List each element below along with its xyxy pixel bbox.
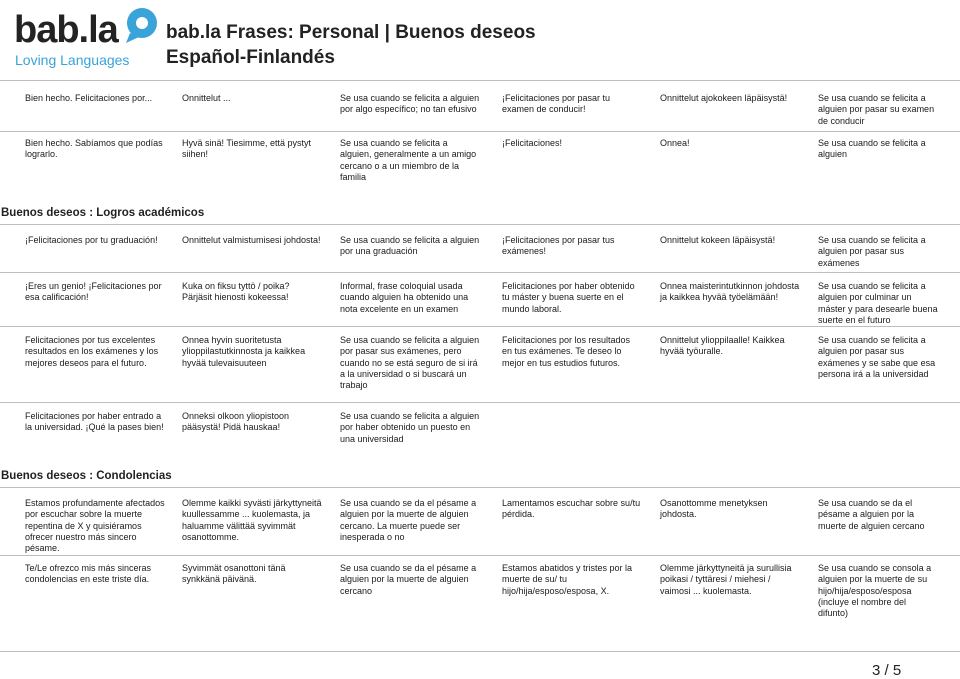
- phrase-translation: Onnea hyvin suoritetusta ylioppilastutkinnosta ja kaikkea hyvää tulevaisuuteen: [182, 335, 306, 368]
- phrase-usage: Se usa cuando se felicita a alguien por pasar su examen de conducir: [818, 93, 935, 126]
- phrase-translation: Onnea maisterintutkinnon johdosta ja kaikkea hyvää työelämään!: [660, 281, 800, 303]
- row-divider: [0, 131, 960, 132]
- babla-logo[interactable]: [14, 6, 154, 68]
- phrase-translation: Osanottomme menetyksen johdosta.: [660, 498, 768, 520]
- phrase-usage: Se usa cuando se consola a alguien por la muerte de su hijo/hija/esposo/esposa (incluye el nombre del difunto): [818, 563, 932, 619]
- phrase-translation: Onnittelut ylioppilaalle! Kaikkea hyvää työuralle.: [660, 335, 785, 357]
- phrase-source: Felicitaciones por tus excelentes resultados en los exámenes y los mejores deseos para el futuro.: [25, 335, 159, 368]
- row-divider: [0, 402, 960, 403]
- title-line-1: bab.la Frases: Personal | Buenos deseos: [166, 22, 536, 43]
- phrase-translation: Syvimmät osanottoni tänä synkkänä päivänä.: [182, 563, 286, 585]
- phrase-usage: Informal, frase coloquial usada cuando alguien ha obtenido una nota excelente en un examen: [340, 281, 469, 314]
- phrase-source: Felicitaciones por haber entrado a la universidad. ¡Qué la pases bien!: [25, 411, 164, 433]
- phrase-source: ¡Felicitaciones por pasar tu examen de conducir!: [502, 93, 611, 115]
- phrase-usage: Se usa cuando se felicita a alguien por haber obtenido un puesto en una universidad: [340, 411, 480, 444]
- phrase-translation: Kuka on fiksu tyttö / poika? Pärjäsit hienosti kokeessa!: [182, 281, 290, 303]
- phrase-source: Felicitaciones por haber obtenido tu máster y buena suerte en el mundo laboral.: [502, 281, 635, 314]
- phrase-usage: Se usa cuando se felicita a alguien, generalmente a un amigo cercano o a un miembro de la familia: [340, 138, 477, 182]
- section-title-condolences: Buenos deseos : Condolencias: [1, 470, 172, 482]
- phrase-usage: Se usa cuando se felicita a alguien por pasar sus exámenes, pero cuando no se está seguro de si irá a la universidad o si buscará un trabajo: [340, 335, 480, 391]
- phrase-translation: Onnittelut ajokokeen läpäisystä!: [660, 93, 788, 103]
- phrase-usage: Se usa cuando se felicita a alguien por una graduación: [340, 235, 480, 257]
- speech-bubble-icon: [122, 6, 162, 44]
- footer-divider: [0, 651, 960, 652]
- phrase-translation: Onnittelut valmistumisesi johdosta!: [182, 235, 321, 245]
- phrase-usage: Se usa cuando se felicita a alguien: [818, 138, 926, 160]
- phrase-usage: Se usa cuando se da el pésame a alguien por la muerte de alguien cercano: [340, 563, 477, 596]
- phrase-source: Bien hecho. Felicitaciones por...: [25, 93, 153, 103]
- phrase-translation: Onnea!: [660, 138, 690, 148]
- page-number: 3 / 5: [872, 662, 902, 679]
- row-divider: [0, 555, 960, 556]
- phrase-translation: Hyvä sinä! Tiesimme, että pystyt siihen!: [182, 138, 312, 160]
- section-title-academic: Buenos deseos : Logros académicos: [1, 207, 205, 219]
- phrase-usage: Se usa cuando se da el pésame a alguien por la muerte de alguien cercano: [818, 498, 925, 531]
- row-divider: [0, 272, 960, 273]
- phrase-source: Estamos abatidos y tristes por la muerte de su/ tu hijo/hija/esposo/esposa, X.: [502, 563, 633, 596]
- logo-tagline: Loving Languages: [15, 52, 130, 68]
- phrase-translation: Onnittelut kokeen läpäisystä!: [660, 235, 776, 245]
- row-divider: [0, 487, 960, 488]
- phrase-usage: Se usa cuando se felicita a alguien por pasar sus exámenes: [818, 235, 926, 268]
- phrase-usage: Se usa cuando se felicita a alguien por pasar sus exámenes y se sabe que esa persona irá a la universidad: [818, 335, 936, 379]
- phrase-source: ¡Felicitaciones!: [502, 138, 563, 148]
- row-divider: [0, 326, 960, 327]
- phrase-usage: Se usa cuando se felicita a alguien por culminar un máster y para desearle buena suerte en el futuro: [818, 281, 938, 325]
- phrase-source: ¡Eres un genio! ¡Felicitaciones por esa calificación!: [25, 281, 162, 303]
- phrase-source: Felicitaciones por los resultados en tus exámenes. Te deseo lo mejor en tus estudios futuros.: [502, 335, 631, 368]
- logo-wordmark: bab.la: [14, 9, 118, 51]
- document-title: [166, 20, 536, 70]
- phrase-source: ¡Felicitaciones por tu graduación!: [25, 235, 158, 245]
- phrase-usage: Se usa cuando se da el pésame a alguien por la muerte de alguien cercano. La muerte puede ser inesperada o no: [340, 498, 477, 542]
- phrase-source: Estamos profundamente afectados por escuchar sobre la muerte repentina de X y quisiéramos ofrecer nuestro más sincero pésame.: [25, 498, 165, 554]
- phrase-translation: Olemme järkyttyneitä ja surullisia poikasi / tyttäresi / miehesi / vaimosi ... kuolemasta.: [660, 563, 792, 596]
- phrase-source: Te/Le ofrezco mis más sinceras condolencias en este triste día.: [25, 563, 152, 585]
- row-divider: [0, 80, 960, 81]
- phrase-translation: Olemme kaikki syvästi järkyttyneitä kuullessamme ... kuolemasta, ja haluamme välittää syvimmät osanottomme.: [182, 498, 322, 542]
- phrase-source: Bien hecho. Sabíamos que podías lograrlo.: [25, 138, 163, 160]
- phrase-translation: Onneksi olkoon yliopistoon pääsystä! Pidä hauskaa!: [182, 411, 290, 433]
- phrase-source: Lamentamos escuchar sobre su/tu pérdida.: [502, 498, 641, 520]
- title-line-2: Español-Finlandés: [166, 47, 335, 68]
- phrase-source: ¡Felicitaciones por pasar tus exámenes!: [502, 235, 615, 257]
- phrase-usage: Se usa cuando se felicita a alguien por algo específico; no tan efusivo: [340, 93, 480, 115]
- row-divider: [0, 224, 960, 225]
- phrase-translation: Onnittelut ...: [182, 93, 231, 103]
